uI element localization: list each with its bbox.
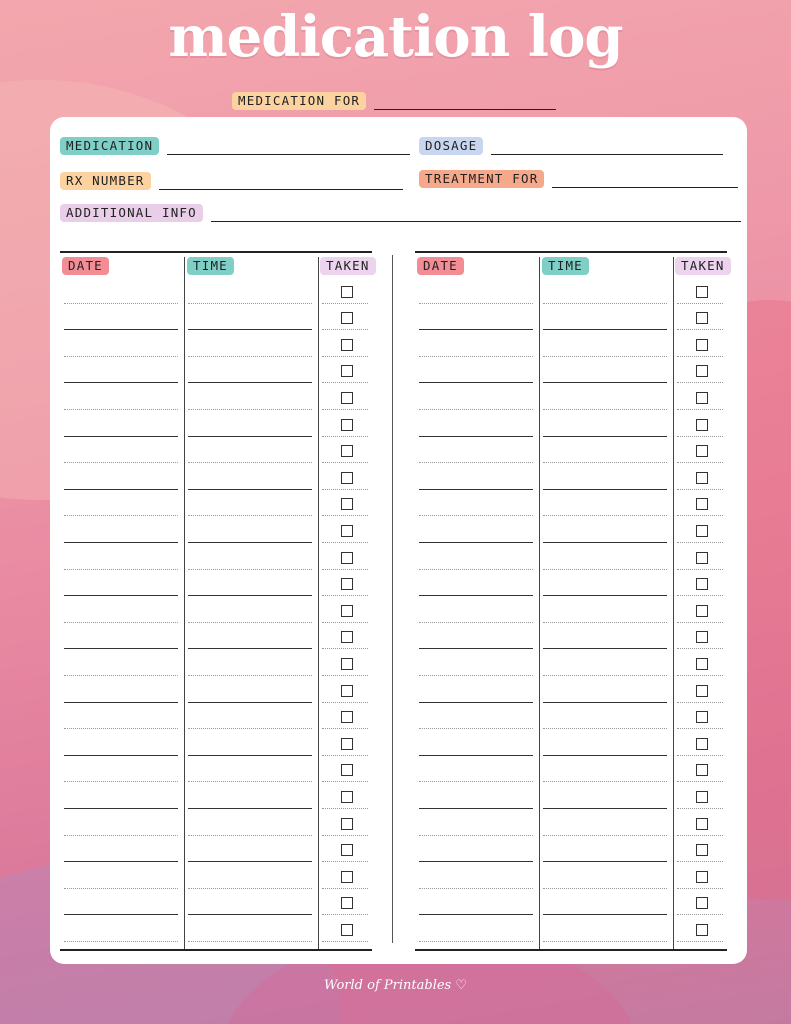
table-row [415, 543, 727, 570]
taken-checkbox[interactable] [341, 924, 353, 936]
header-date: DATE [417, 257, 464, 275]
dosage-line[interactable] [491, 145, 723, 155]
medication-label: MEDICATION [60, 137, 159, 155]
table-row [415, 304, 727, 331]
table-row [415, 862, 727, 889]
table-row [60, 463, 372, 490]
medication-field[interactable] [60, 137, 410, 155]
treatment-for-field[interactable] [419, 170, 738, 188]
table-row [60, 729, 372, 756]
header-date: DATE [62, 257, 109, 275]
taken-checkbox[interactable] [696, 339, 708, 351]
taken-checkbox[interactable] [696, 791, 708, 803]
log-card [50, 117, 747, 964]
table-row [60, 570, 372, 597]
taken-checkbox[interactable] [696, 578, 708, 590]
table-row [415, 596, 727, 623]
table-row [60, 277, 372, 304]
table-top-rule [415, 251, 727, 253]
table-divider [392, 255, 393, 943]
taken-checkbox[interactable] [696, 844, 708, 856]
date-entry-line[interactable] [419, 941, 533, 942]
taken-checkbox[interactable] [341, 365, 353, 377]
taken-checkbox[interactable] [341, 658, 353, 670]
table-row [415, 649, 727, 676]
table-row [415, 570, 727, 597]
medication-line[interactable] [167, 145, 410, 155]
taken-checkbox[interactable] [341, 312, 353, 324]
taken-checkbox[interactable] [696, 365, 708, 377]
medication-for-field[interactable] [232, 92, 556, 110]
log-table-left [60, 251, 372, 951]
table-row [415, 410, 727, 437]
table-row [415, 463, 727, 490]
medication-for-line[interactable] [374, 96, 556, 110]
rx-number-line[interactable] [159, 180, 403, 190]
header-taken: TAKEN [320, 257, 376, 275]
taken-checkbox[interactable] [341, 578, 353, 590]
taken-checkbox[interactable] [341, 552, 353, 564]
taken-checkbox[interactable] [696, 764, 708, 776]
table-row [415, 676, 727, 703]
taken-checkbox[interactable] [341, 445, 353, 457]
taken-rule [677, 941, 723, 942]
rx-number-field[interactable] [60, 172, 403, 190]
taken-checkbox[interactable] [696, 286, 708, 298]
taken-checkbox[interactable] [341, 525, 353, 537]
taken-checkbox[interactable] [696, 658, 708, 670]
rx-number-label: RX NUMBER [60, 172, 151, 190]
additional-info-field[interactable] [60, 204, 741, 222]
page-title: medication log [168, 4, 623, 70]
log-table-right [415, 251, 727, 951]
table-row [415, 809, 727, 836]
taken-checkbox[interactable] [696, 605, 708, 617]
taken-checkbox[interactable] [341, 472, 353, 484]
table-row [415, 889, 727, 916]
table-row [60, 437, 372, 464]
taken-checkbox[interactable] [341, 764, 353, 776]
dosage-field[interactable] [419, 137, 723, 155]
table-row [415, 490, 727, 517]
header-time: TIME [542, 257, 589, 275]
taken-checkbox[interactable] [696, 631, 708, 643]
taken-checkbox[interactable] [341, 631, 353, 643]
table-row [60, 516, 372, 543]
table-bottom-rule [60, 949, 372, 951]
date-entry-line[interactable] [64, 941, 178, 942]
time-entry-line[interactable] [188, 941, 312, 942]
taken-checkbox[interactable] [696, 897, 708, 909]
taken-checkbox[interactable] [341, 605, 353, 617]
taken-checkbox[interactable] [696, 871, 708, 883]
footer-brand: World of Printables ♡ [324, 978, 467, 993]
time-entry-line[interactable] [543, 941, 667, 942]
medication-for-label: MEDICATION FOR [232, 92, 366, 110]
table-row [60, 330, 372, 357]
table-row [415, 729, 727, 756]
table-row [60, 889, 372, 916]
additional-info-label: ADDITIONAL INFO [60, 204, 203, 222]
table-row [415, 623, 727, 650]
taken-checkbox[interactable] [696, 711, 708, 723]
additional-info-line[interactable] [211, 212, 741, 222]
table-row [60, 383, 372, 410]
taken-checkbox[interactable] [341, 339, 353, 351]
taken-checkbox[interactable] [696, 552, 708, 564]
table-row [60, 703, 372, 730]
taken-checkbox[interactable] [341, 871, 353, 883]
table-row [415, 437, 727, 464]
table-top-rule [60, 251, 372, 253]
table-row [415, 756, 727, 783]
table-row [60, 543, 372, 570]
taken-checkbox[interactable] [341, 392, 353, 404]
taken-checkbox[interactable] [341, 791, 353, 803]
table-row [415, 383, 727, 410]
table-row [415, 703, 727, 730]
taken-checkbox[interactable] [696, 445, 708, 457]
dosage-label: DOSAGE [419, 137, 483, 155]
treatment-for-label: TREATMENT FOR [419, 170, 544, 188]
table-row [60, 809, 372, 836]
table-row [60, 490, 372, 517]
table-row [60, 410, 372, 437]
taken-rule [322, 941, 368, 942]
taken-checkbox[interactable] [696, 525, 708, 537]
taken-checkbox[interactable] [696, 738, 708, 750]
taken-checkbox[interactable] [696, 472, 708, 484]
taken-checkbox[interactable] [341, 286, 353, 298]
table-row [60, 304, 372, 331]
taken-checkbox[interactable] [341, 897, 353, 909]
taken-checkbox[interactable] [696, 685, 708, 697]
taken-checkbox[interactable] [341, 685, 353, 697]
taken-checkbox[interactable] [341, 711, 353, 723]
table-row [60, 915, 372, 942]
taken-checkbox[interactable] [341, 738, 353, 750]
table-row [415, 277, 727, 304]
table-row [415, 516, 727, 543]
taken-checkbox[interactable] [696, 818, 708, 830]
table-row [60, 862, 372, 889]
treatment-for-line[interactable] [552, 178, 738, 188]
table-row [60, 836, 372, 863]
taken-checkbox[interactable] [696, 392, 708, 404]
header-time: TIME [187, 257, 234, 275]
table-row [60, 782, 372, 809]
taken-checkbox[interactable] [696, 312, 708, 324]
table-row [60, 357, 372, 384]
table-row [415, 915, 727, 942]
table-bottom-rule [415, 949, 727, 951]
table-row [60, 756, 372, 783]
table-row [60, 596, 372, 623]
table-row [415, 357, 727, 384]
taken-checkbox[interactable] [341, 419, 353, 431]
taken-checkbox[interactable] [341, 844, 353, 856]
table-row [415, 330, 727, 357]
taken-checkbox[interactable] [696, 498, 708, 510]
header-taken: TAKEN [675, 257, 731, 275]
table-row [60, 676, 372, 703]
table-row [415, 782, 727, 809]
taken-checkbox[interactable] [696, 419, 708, 431]
table-row [415, 836, 727, 863]
taken-checkbox[interactable] [341, 818, 353, 830]
table-row [60, 649, 372, 676]
taken-checkbox[interactable] [696, 924, 708, 936]
taken-checkbox[interactable] [341, 498, 353, 510]
table-row [60, 623, 372, 650]
